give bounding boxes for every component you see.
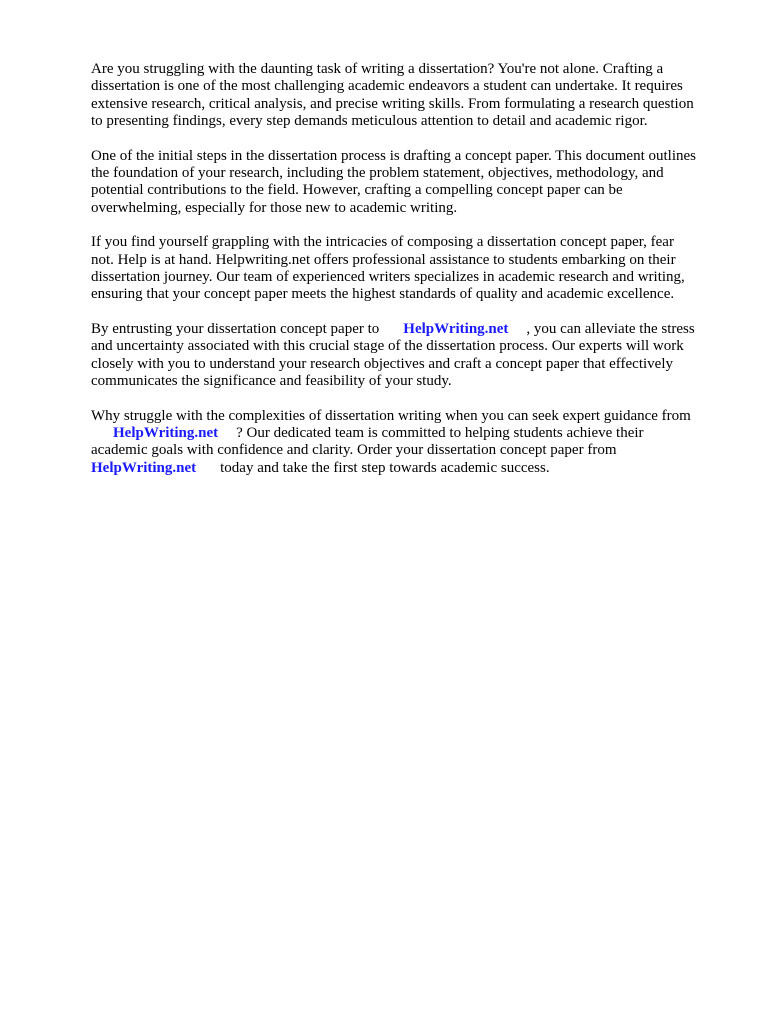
text-line: not. Help is at hand. Helpwriting.net offers professional assistance to students embarking on their bbox=[91, 251, 676, 268]
text-line: If you find yourself grappling with the intricacies of composing a dissertation concept paper, fear bbox=[91, 234, 674, 251]
paragraph-concept-paper bbox=[91, 148, 731, 218]
text-line: dissertation journey. Our team of experienced writers specializes in academic research and writing, bbox=[91, 269, 685, 286]
text-line bbox=[91, 460, 731, 477]
text-line: One of the initial steps in the dissertation process is drafting a concept paper. This document outlines bbox=[91, 147, 697, 164]
text-line: the foundation of your research, including the problem statement, objectives, methodology, and bbox=[91, 165, 664, 182]
text-segment: ? Our dedicated team is committed to helping students achieve their bbox=[236, 424, 644, 441]
text-segment: , you can alleviate the stress bbox=[526, 320, 695, 337]
text-line: dissertation is one of the most challenging academic endeavors a student can undertake. It requires bbox=[91, 78, 683, 95]
text-segment: today and take the first step towards academic success. bbox=[220, 459, 550, 476]
text-line bbox=[91, 321, 731, 338]
document-page bbox=[91, 61, 731, 494]
helpwriting-link[interactable]: HelpWriting.net bbox=[113, 424, 219, 441]
text-line: communicates the significance and feasibility of your study. bbox=[91, 373, 452, 390]
text-segment: By entrusting your dissertation concept paper to bbox=[91, 320, 380, 337]
text-line: and uncertainty associated with this crucial stage of the dissertation process. Our experts will work bbox=[91, 338, 684, 355]
text-line: ensuring that your concept paper meets the highest standards of quality and academic excellence. bbox=[91, 286, 675, 303]
text-line: extensive research, critical analysis, and precise writing skills. From formulating a research question bbox=[91, 95, 694, 112]
paragraph-help bbox=[91, 234, 731, 304]
text-line: Why struggle with the complexities of dissertation writing when you can seek expert guidance from bbox=[91, 407, 691, 424]
text-line: Are you struggling with the daunting task of writing a dissertation? You're not alone. Crafting a bbox=[91, 61, 664, 77]
text-line: potential contributions to the field. However, crafting a compelling concept paper can be bbox=[91, 182, 623, 199]
paragraph-intro bbox=[91, 61, 731, 131]
text-line: closely with you to understand your research objectives and craft a concept paper that effectively bbox=[91, 355, 673, 372]
text-line bbox=[91, 425, 731, 442]
text-line: academic goals with confidence and clarity. Order your dissertation concept paper from bbox=[91, 442, 617, 459]
helpwriting-link[interactable]: HelpWriting.net bbox=[91, 459, 197, 476]
helpwriting-link[interactable]: HelpWriting.net bbox=[403, 320, 509, 337]
paragraph-why-struggle bbox=[91, 408, 731, 478]
text-line: overwhelming, especially for those new to academic writing. bbox=[91, 199, 458, 216]
paragraph-entrusting bbox=[91, 321, 731, 391]
text-line: to presenting findings, every step demands meticulous attention to detail and academic rigor. bbox=[91, 113, 648, 130]
